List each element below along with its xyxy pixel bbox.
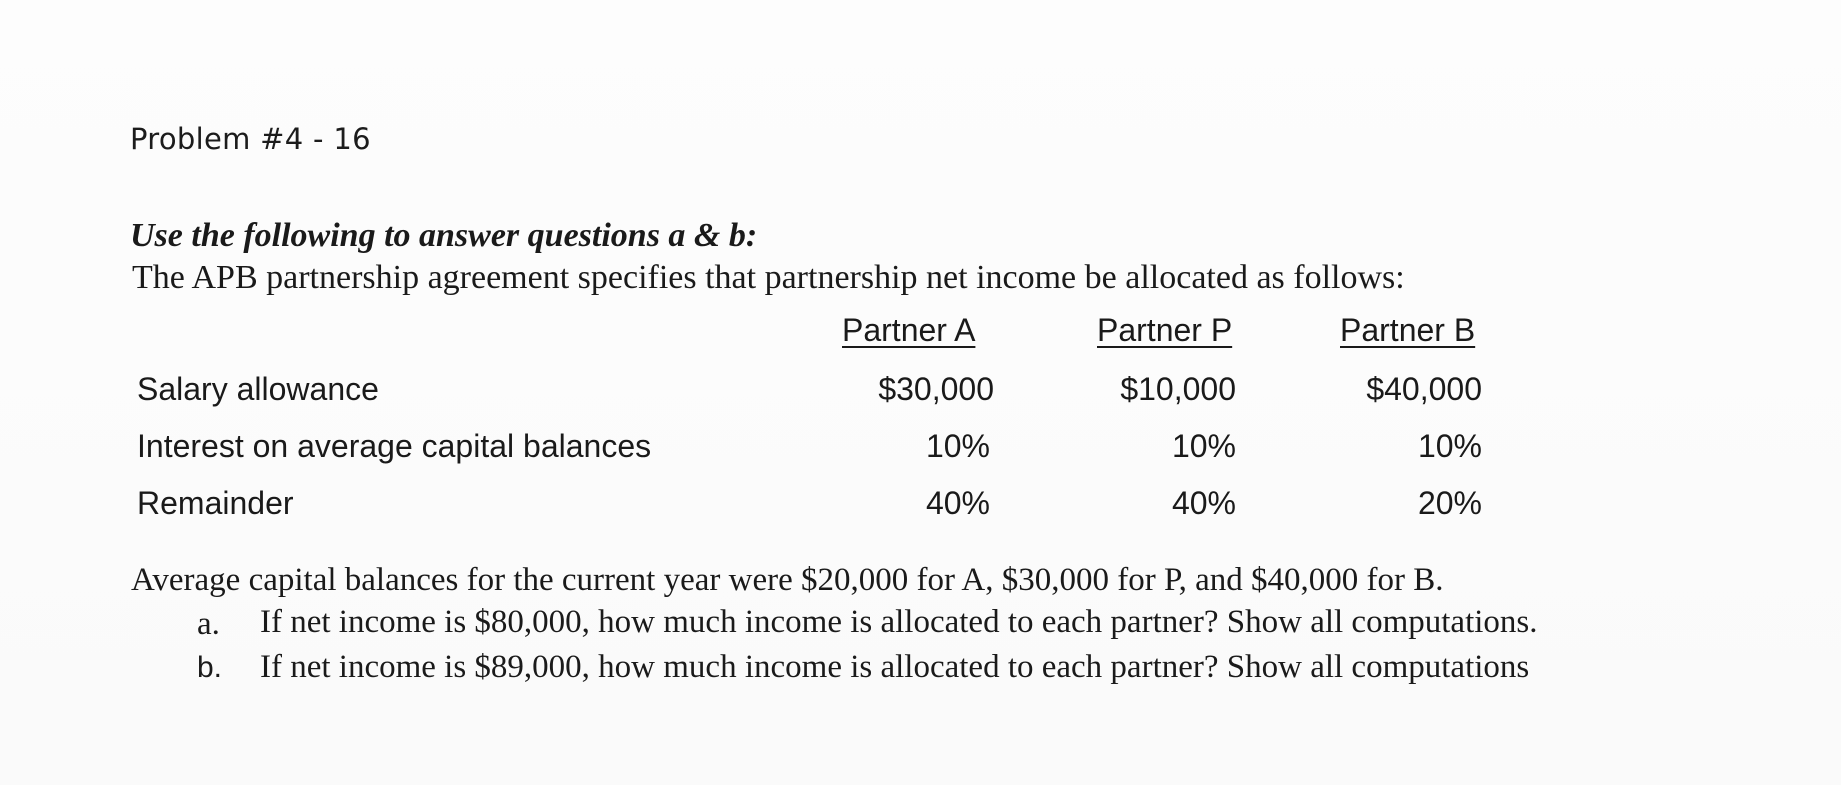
cell-salary-b: $40,000 [1366, 371, 1482, 407]
row-label-interest: Interest on average capital balances [137, 428, 652, 464]
question-a-text: If net income is $80,000, how much income is allocated to each partner? Show all computations. [260, 604, 1538, 640]
problem-title: Problem #4 - 16 [130, 122, 371, 156]
intro-paragraph: The APB partnership agreement specifies that partnership net income be allocated as follows: [132, 259, 1405, 296]
capital-balances-paragraph: Average capital balances for the current year were $20,000 for A, $30,000 for P, and $40,000 for B. [131, 562, 1444, 598]
header-partner-b: Partner B [1340, 312, 1476, 348]
cell-interest-p: 10% [1171, 428, 1236, 464]
cell-remainder-a: 40% [925, 485, 990, 521]
question-b-text: If net income is $89,000, how much income is allocated to each partner? Show all computations [260, 649, 1530, 685]
header-partner-p: Partner P [1097, 312, 1233, 348]
cell-interest-b: 10% [1417, 428, 1482, 464]
cell-interest-a: 10% [925, 428, 990, 464]
cell-salary-p: $10,000 [1120, 371, 1236, 407]
question-a-marker: a. [197, 606, 220, 642]
cell-salary-a: $30,000 [878, 371, 994, 407]
cell-remainder-p: 40% [1171, 485, 1236, 521]
row-label-salary: Salary allowance [137, 371, 379, 407]
question-b-marker: b. [197, 651, 223, 684]
instruction-heading: Use the following to answer questions a & b: [130, 217, 758, 254]
row-label-remainder: Remainder [137, 485, 294, 521]
cell-remainder-b: 20% [1417, 485, 1482, 521]
header-partner-a: Partner A [842, 312, 976, 348]
